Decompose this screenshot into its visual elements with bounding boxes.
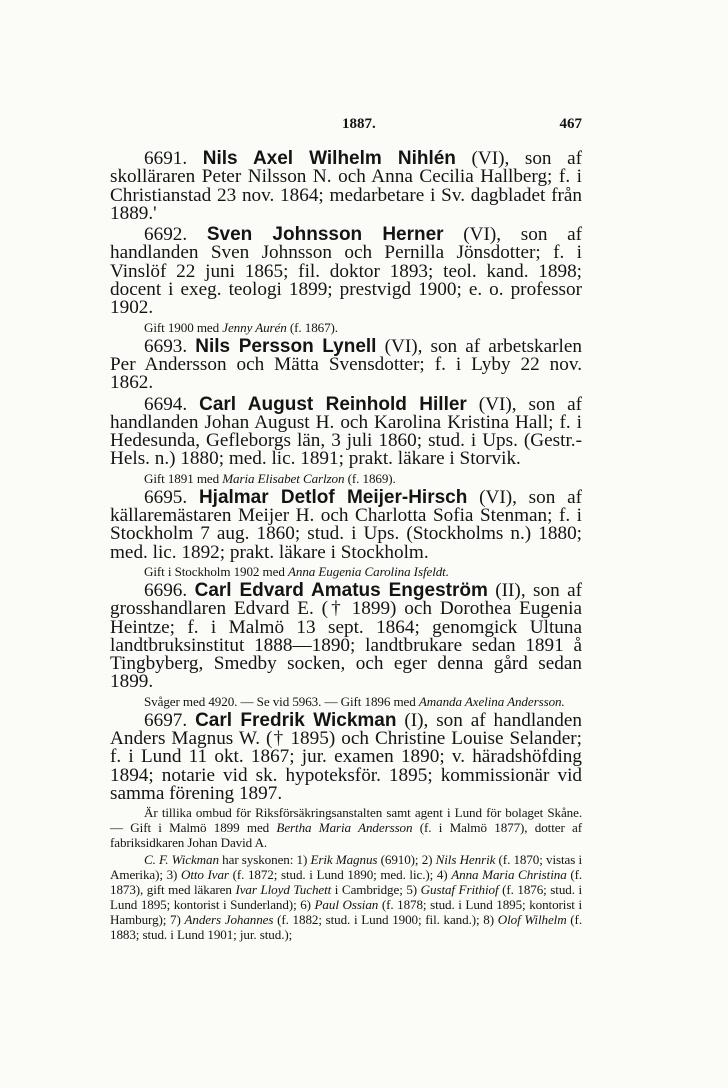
entry-6695 xyxy=(110,486,582,579)
entry-text xyxy=(110,150,582,223)
entry-text xyxy=(110,226,582,317)
spouse-name: Jenny Aurén xyxy=(222,319,287,335)
sibling-name: Gustaf Frithiof xyxy=(420,882,499,898)
page-header xyxy=(110,116,582,138)
note-text: (f. i Malmö 1877), dotter af fabriksidkaren Johan David A. xyxy=(110,820,582,851)
note-text: (f. 1883; stud. i Lund 1901; jur. stud.); xyxy=(110,912,582,943)
note-text: Gift i Stockholm 1902 med xyxy=(144,563,288,579)
person-name: Nils Persson Lynell xyxy=(195,335,377,357)
entry-number: 6691. xyxy=(144,148,188,169)
entry-number: 6696. xyxy=(144,579,188,601)
entry-description: (VI), son af arbetskarlen Per Andersson och Mätta Svensdotter; f. i Lyby 22 nov. 1862. xyxy=(110,335,582,394)
entry-text xyxy=(110,579,583,693)
person-name: Sven Johnsson Herner xyxy=(206,224,444,246)
entry-description: (VI), son af handlanden Sven Johnsson och Pernilla Jönsdotter; f. i Vinslöf 22 juni 1865; fil. doktor 1893; teol. kand. 1898; docent i exeg. teologi 1899; prestvigd 1900; e. o. professor 1902. xyxy=(110,224,582,319)
entry-number: 6697. xyxy=(144,709,188,731)
entry-description: (VI), son af skolläraren Peter Nilsson N. och Anna Cecilia Hallberg; f. i Christianstad 23 nov. 1864; medarbetare i Sv. dagbladet från 1889.' xyxy=(110,148,582,224)
note-text: (6910); 2) xyxy=(377,852,436,868)
entry-6692 xyxy=(110,226,582,334)
entry-number: 6693. xyxy=(144,335,188,357)
sibling-name: Paul Ossian xyxy=(314,897,379,913)
note-text: (f. 1867). xyxy=(286,319,338,335)
entry-text xyxy=(110,709,583,804)
spouse-name: Bertha Maria Andersson xyxy=(276,820,413,836)
person-name: Carl Edvard Amatus Engeström xyxy=(194,579,488,601)
person-name: Nils Axel Wilhelm Nihlén xyxy=(202,148,456,169)
note-text: Gift 1891 med xyxy=(144,470,223,486)
marriage-note xyxy=(110,320,582,335)
note-text: har syskonen: 1) xyxy=(218,852,311,868)
page-body xyxy=(110,150,582,945)
note-text: (f. 1869). xyxy=(344,470,396,486)
spouse-name: Maria Elisabet Carlzon xyxy=(222,470,345,486)
person-ref: Ivar Lloyd Tuchett xyxy=(235,882,332,898)
note-text: (f. 1876; stud. i Lund 1895; kontorist i Sunderland); 6) xyxy=(110,882,583,913)
sibling-name: Olof Wilhelm xyxy=(497,912,567,928)
note-text: (f. 1873), gift med läkaren xyxy=(110,867,583,898)
spouse-name: Anna Eugenia Carolina Isfeldt. xyxy=(287,563,449,579)
sibling-name: Anders Johannes xyxy=(184,912,274,928)
page-number: 467 xyxy=(559,116,582,132)
marriage-note xyxy=(110,694,582,709)
note-text: (f. 1882; stud. i Lund 1900; fil. kand.); 8) xyxy=(273,912,498,928)
note-text: (f. 1872; stud. i Lund 1890; med. lic.); 4) xyxy=(228,867,452,883)
marriage-note xyxy=(110,564,582,579)
siblings-note xyxy=(110,852,582,942)
entry-6691 xyxy=(110,150,582,223)
entry-6696 xyxy=(110,579,583,709)
note-text: Är tillika ombud för Riksförsäkringsanstalten samt agent i Lund för bolaget Skåne. — Gift i Malmö 1899 med xyxy=(110,805,582,836)
entry-description: (VI), son af handlanden Johan August H. och Karolina Kristina Hall; f. i Hedesunda, Gefleborgs län, 3 juli 1860; stud. i Ups. (Gestr.-Hels. n.) 1880; med. lic. 1891; prakt. läkare i Storvik. xyxy=(110,393,582,470)
note-text: (f. 1878; stud. i Lund 1895; kontorist i Hamburg); 7) xyxy=(110,897,582,928)
entry-text xyxy=(110,486,582,563)
entry-description: (II), son af grosshandlaren Edvard E. († 1899) och Dorothea Eugenia Heintze; f. i Malmö 13 sept. 1864; genomgick Ultuna landtbruksinstitut 1888—1890; landtbrukare sedan 1891 å Tingbyberg, Smedby socken, och eger denna gård sedan 1899. xyxy=(110,579,583,693)
person-name: Hjalmar Detlof Meijer-Hirsch xyxy=(198,486,468,508)
entry-6697 xyxy=(110,709,583,943)
sibling-name: Nils Henrik xyxy=(435,852,496,868)
entry-description: (I), son af handlanden Anders Magnus W. († 1895) och Christine Louise Selander; f. i Lund 11 okt. 1867; jur. examen 1890; v. häradshöfding 1894; notarie vid sk. hypoteksför. 1895; kommissionär vid samma förening 1897. xyxy=(110,709,583,804)
person-ref: C. F. Wickman xyxy=(144,852,219,868)
note-text: i Cambridge; 5) xyxy=(331,882,421,898)
note-text: Gift 1900 med xyxy=(144,319,223,335)
marriage-note xyxy=(110,471,582,486)
note-text: Svåger med 4920. — Se vid 5963. — Gift 1896 med xyxy=(144,693,419,709)
entry-number: 6695. xyxy=(144,486,188,508)
sibling-name: Anna Maria Christina xyxy=(451,867,567,883)
entry-text xyxy=(110,335,582,394)
entry-6693 xyxy=(110,335,582,394)
note-text: (f. 1870; vistas i Amerika); 3) xyxy=(110,852,583,883)
person-name: Carl Fredrik Wickman xyxy=(195,709,397,731)
entry-number: 6692. xyxy=(144,224,188,246)
sibling-name: Erik Magnus xyxy=(310,852,378,868)
entry-description: (VI), son af källaremästaren Meijer H. och Charlotta Sofia Stenman; f. i Stockholm 7 aug. 1860; stud. i Ups. (Stockholms n.) 1880; med. lic. 1892; prakt. läkare i Stockholm. xyxy=(110,486,582,563)
sibling-name: Otto Ivar xyxy=(180,867,229,883)
person-name: Carl August Reinhold Hiller xyxy=(199,393,467,415)
entry-number: 6694. xyxy=(144,393,188,415)
entry-6694 xyxy=(110,393,582,486)
header-year: 1887. xyxy=(342,116,376,132)
entry-text xyxy=(110,393,582,470)
wickman-note xyxy=(110,805,582,850)
spouse-name: Amanda Axelina Andersson. xyxy=(418,693,565,709)
